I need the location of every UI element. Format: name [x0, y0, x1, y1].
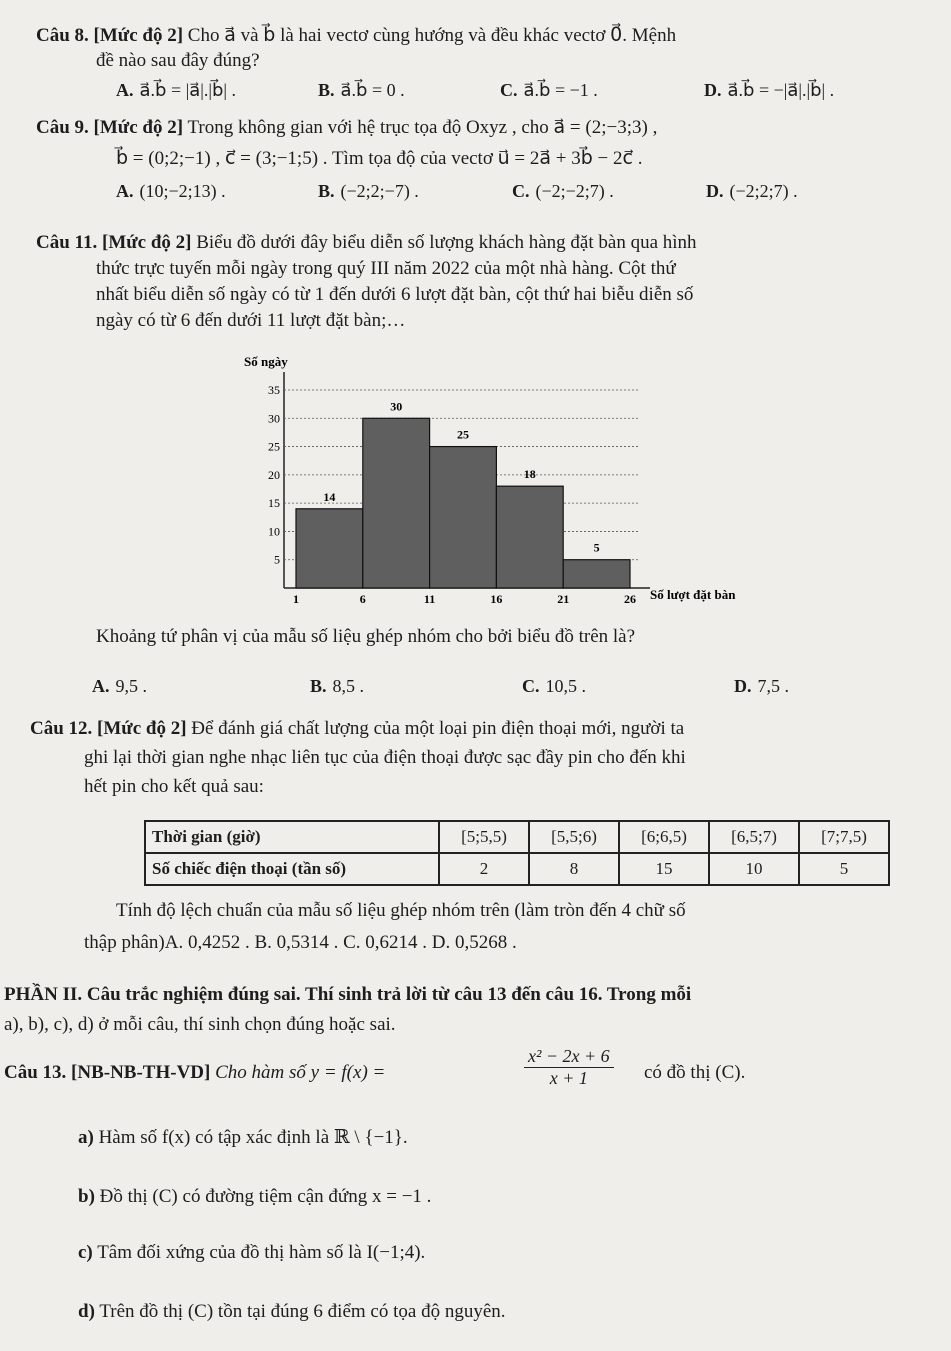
y-tick-label: 30 — [268, 411, 280, 426]
q13-fraction — [524, 1046, 614, 1089]
q13-denominator: x + 1 — [549, 1068, 588, 1088]
q9-text1: Trong không gian với hệ trục tọa độ Oxyz , cho a⃗ = (2;−3;3) , — [187, 117, 658, 138]
q12-heading: Câu 12. [Mức độ 2] — [30, 718, 187, 739]
bar-value-label: 5 — [593, 540, 600, 555]
table-cell: [5,5;6) — [529, 821, 619, 853]
q12-line1 — [30, 716, 684, 742]
table-cell: 10 — [709, 853, 799, 885]
q11-question: Khoảng tứ phân vị của mẫu số liệu ghép nhóm cho bởi biểu đồ trên là? — [96, 626, 636, 647]
part2-line1: PHẦN II. Câu trắc nghiệm đúng sai. Thí sinh trả lời từ câu 13 đến câu 16. Trong mỗi — [4, 984, 692, 1005]
q9-heading: Câu 9. [Mức độ 2] — [36, 117, 184, 138]
q11-text4: ngày có từ 6 đến dưới 11 lượt đặt bàn;… — [96, 310, 406, 331]
q13-heading: Câu 13. [NB-NB-TH-VD] — [4, 1062, 211, 1083]
q9-text2: b⃗ = (0;2;−1) , c⃗ = (3;−1;5) . Tìm tọa độ của vectơ u⃗ = 2a⃗ + 3b⃗ − 2c⃗ . — [116, 148, 643, 169]
y-tick-label: 25 — [268, 439, 280, 454]
x-tick-label: 26 — [624, 592, 636, 606]
x-tick-label: 21 — [557, 592, 570, 606]
q9-line1 — [36, 115, 657, 141]
frequency-table — [144, 820, 890, 886]
q13-intro: Cho hàm số y = f(x) = — [215, 1062, 386, 1083]
q13-line — [4, 1060, 385, 1086]
q9-option-a[interactable]: A. (10;−2;13) . — [116, 181, 226, 201]
q8-option-d[interactable]: D. a⃗.b⃗ = −|a⃗|.|b⃗| . — [704, 80, 835, 100]
q11-option-a[interactable]: A. 9,5 . — [92, 676, 147, 696]
q8-option-b[interactable]: B. a⃗.b⃗ = 0 . — [318, 80, 405, 100]
q11-text3: nhất biểu diễn số ngày có từ 1 đến dưới 6 lượt đặt bàn, cột thứ hai biễu diễn số — [96, 284, 694, 305]
bar-value-label: 18 — [523, 467, 536, 482]
histogram-bar — [496, 486, 563, 588]
q12-text1: Để đánh giá chất lượng của một loại pin điện thoại mới, người ta — [191, 718, 685, 739]
table-cell: 8 — [529, 853, 619, 885]
q13-tail: có đồ thị (C). — [644, 1062, 746, 1083]
table-row — [145, 853, 889, 885]
q12-question-line1: Tính độ lệch chuẩn của mẫu số liệu ghép nhóm trên (làm tròn đến 4 chữ số — [116, 900, 686, 921]
y-tick-label: 15 — [268, 496, 280, 511]
q13-item-d[interactable]: d) Trên đồ thị (C) tồn tại đúng 6 điểm có tọa độ nguyên. — [78, 1301, 506, 1322]
q8-heading: Câu 8. [Mức độ 2] — [36, 25, 184, 46]
q13-numerator: x² − 2x + 6 — [524, 1046, 614, 1068]
chart-x-label: Số lượt đặt bàn — [650, 587, 736, 602]
q11-line1 — [36, 230, 697, 256]
q11-heading: Câu 11. [Mức độ 2] — [36, 232, 192, 253]
table-cell: [6,5;7) — [709, 821, 799, 853]
q11-option-d[interactable]: D. 7,5 . — [734, 676, 789, 696]
q8-option-c[interactable]: C. a⃗.b⃗ = −1 . — [500, 80, 598, 100]
q12-text2: ghi lại thời gian nghe nhạc liên tục của điện thoại được sạc đầy pin cho đến khi — [84, 747, 686, 768]
bar-value-label: 30 — [390, 399, 403, 414]
q13-item-a[interactable]: a) Hàm số f(x) có tập xác định là ℝ \ {−1}. — [78, 1127, 408, 1148]
y-tick-label: 5 — [274, 552, 280, 567]
y-tick-label: 35 — [268, 383, 280, 397]
q9-option-d[interactable]: D. (−2;2;7) . — [706, 181, 798, 201]
q11-option-b[interactable]: B. 8,5 . — [310, 676, 365, 696]
q12-text3: hết pin cho kết quả sau: — [84, 776, 264, 797]
y-tick-label: 20 — [268, 467, 280, 482]
x-tick-label: 1 — [293, 592, 299, 606]
x-tick-label: 6 — [359, 592, 366, 606]
q9-option-c[interactable]: C. (−2;−2;7) . — [512, 181, 614, 201]
x-tick-label: 16 — [490, 592, 503, 606]
q13-item-c[interactable]: c) Tâm đối xứng của đồ thị hàm số là I(−1;4). — [78, 1242, 426, 1263]
chart-y-label: Số ngày — [244, 354, 288, 369]
q8-option-a[interactable]: A. a⃗.b⃗ = |a⃗|.|b⃗| . — [116, 80, 236, 100]
table-row — [145, 821, 889, 853]
table-header-time: Thời gian (giờ) — [145, 821, 439, 853]
q12-question-line2: thập phân)A. 0,4252 . B. 0,5314 . C. 0,6214 . D. 0,5268 . — [84, 932, 517, 953]
table-cell: 5 — [799, 853, 889, 885]
q11-text2: thức trực tuyến mỗi ngày trong quý III năm 2022 của một nhà hàng. Cột thứ — [96, 258, 676, 279]
histogram-bar — [363, 418, 430, 588]
histogram-chart — [230, 350, 790, 620]
histogram-bar — [563, 560, 630, 588]
q9-option-b[interactable]: B. (−2;2;−7) . — [318, 181, 419, 201]
table-cell: [5;5,5) — [439, 821, 529, 853]
x-tick-label: 11 — [423, 592, 436, 606]
table-cell: [6;6,5) — [619, 821, 709, 853]
q8-text1: Cho a⃗ và b⃗ là hai vectơ cùng hướng và đều khác vectơ 0⃗. Mệnh — [187, 25, 677, 46]
table-cell: 2 — [439, 853, 529, 885]
part2-line2: a), b), c), d) ở mỗi câu, thí sinh chọn đúng hoặc sai. — [4, 1014, 396, 1035]
table-cell: 15 — [619, 853, 709, 885]
y-tick-label: 10 — [268, 524, 280, 539]
histogram-bar — [430, 447, 497, 588]
bar-value-label: 14 — [323, 489, 336, 504]
q8-text2: đề nào sau đây đúng? — [96, 50, 260, 71]
q8-line1 — [36, 23, 676, 49]
q11-text1: Biểu đồ dưới đây biểu diễn số lượng khách hàng đặt bàn qua hình — [196, 232, 697, 253]
table-cell: [7;7,5) — [799, 821, 889, 853]
histogram-bar — [296, 509, 363, 588]
q11-option-c[interactable]: C. 10,5 . — [522, 676, 586, 696]
bar-value-label: 25 — [457, 427, 469, 442]
q13-item-b[interactable]: b) Đồ thị (C) có đường tiệm cận đứng x = −1 . — [78, 1186, 432, 1207]
table-header-frequency: Số chiếc điện thoại (tần số) — [145, 853, 439, 885]
